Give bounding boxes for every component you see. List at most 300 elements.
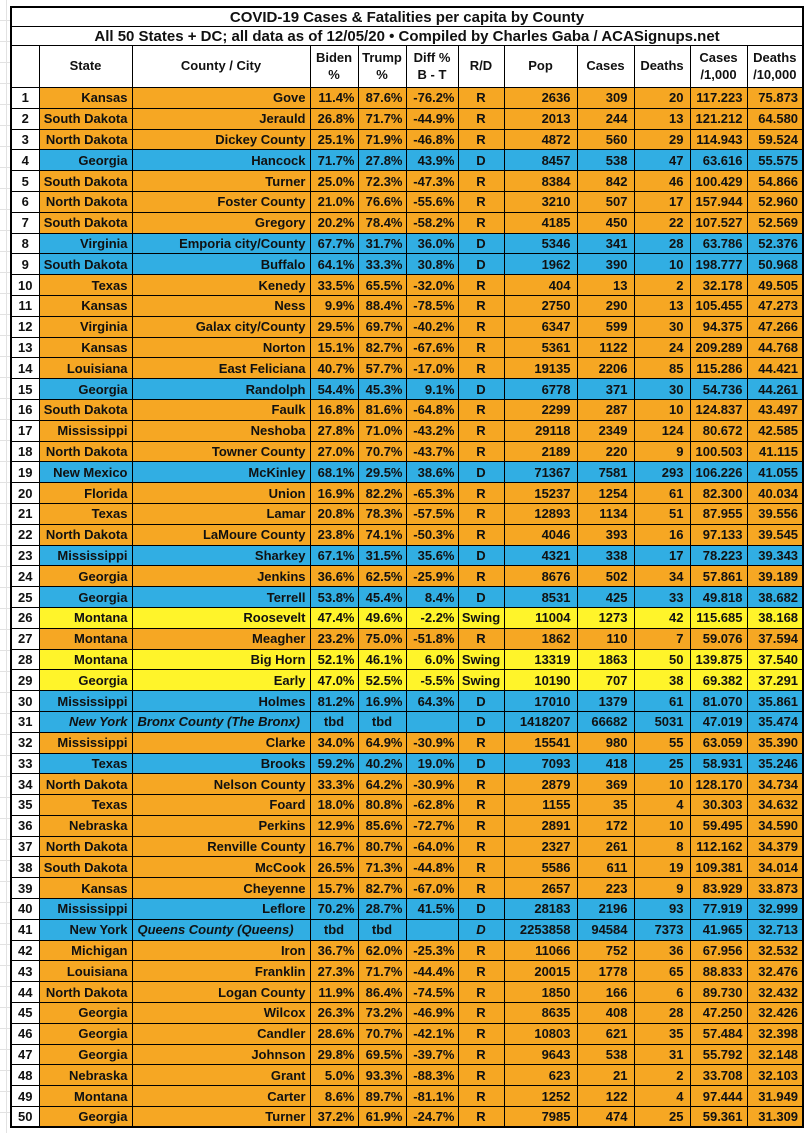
cell-biden-pct: 81.2% [310, 691, 358, 712]
cell-biden-pct: 36.7% [310, 940, 358, 961]
cell-biden-pct: 20.8% [310, 503, 358, 524]
cell-deaths: 5031 [634, 711, 690, 732]
cell-diff-pct: -65.3% [406, 483, 458, 504]
cell-pop: 4185 [504, 212, 577, 233]
cell-deaths: 85 [634, 358, 690, 379]
table-row [11, 1023, 803, 1044]
cell-biden-pct: 8.6% [310, 1086, 358, 1107]
cell-diff-pct: 30.8% [406, 254, 458, 275]
row-number: 32 [11, 732, 39, 753]
table-row [11, 711, 803, 732]
cell-pop: 623 [504, 1065, 577, 1086]
cell-cases-per-1000: 115.286 [690, 358, 747, 379]
cell-deaths-per-10000: 49.505 [747, 275, 803, 296]
cell-rd: R [458, 88, 504, 109]
table-row [11, 836, 803, 857]
table-row [11, 358, 803, 379]
table-row [11, 191, 803, 212]
table-row [11, 774, 803, 795]
cell-deaths: 47 [634, 150, 690, 171]
cell-state: Georgia [39, 670, 132, 691]
cell-diff-pct [406, 711, 458, 732]
cell-biden-pct: 20.2% [310, 212, 358, 233]
cell-deaths-per-10000: 39.343 [747, 545, 803, 566]
cell-deaths: 25 [634, 753, 690, 774]
cell-trump-pct: 78.3% [358, 503, 406, 524]
cell-deaths: 31 [634, 1044, 690, 1065]
cell-biden-pct: 18.0% [310, 795, 358, 816]
cell-trump-pct: 29.5% [358, 462, 406, 483]
cell-trump-pct: 46.1% [358, 649, 406, 670]
cell-cases: 369 [577, 774, 634, 795]
cell-diff-pct: -51.8% [406, 628, 458, 649]
cell-cases: 1379 [577, 691, 634, 712]
cell-cases: 13 [577, 275, 634, 296]
cell-county: Hancock [132, 150, 310, 171]
cell-cases: 502 [577, 566, 634, 587]
cell-cases-per-1000: 54.736 [690, 379, 747, 400]
cell-biden-pct: 21.0% [310, 191, 358, 212]
cell-cases-per-1000: 69.382 [690, 670, 747, 691]
cell-county: LaMoure County [132, 524, 310, 545]
cell-state: North Dakota [39, 129, 132, 150]
cell-rd: D [458, 254, 504, 275]
cell-deaths-per-10000: 39.556 [747, 503, 803, 524]
cell-county: Roosevelt [132, 607, 310, 628]
cell-diff-pct: 6.0% [406, 649, 458, 670]
cell-state: North Dakota [39, 524, 132, 545]
cell-diff-pct: -72.7% [406, 815, 458, 836]
cell-cases: 287 [577, 399, 634, 420]
cell-pop: 17010 [504, 691, 577, 712]
table-row [11, 462, 803, 483]
cell-cases: 707 [577, 670, 634, 691]
row-number: 18 [11, 441, 39, 462]
cell-cases: 474 [577, 1107, 634, 1128]
cell-cases-per-1000: 59.361 [690, 1107, 747, 1128]
cell-pop: 4872 [504, 129, 577, 150]
cell-cases: 21 [577, 1065, 634, 1086]
cell-cases: 538 [577, 1044, 634, 1065]
cell-deaths: 10 [634, 774, 690, 795]
cell-pop: 6778 [504, 379, 577, 400]
cell-county: East Feliciana [132, 358, 310, 379]
cell-biden-pct: 29.8% [310, 1044, 358, 1065]
cell-trump-pct: 31.5% [358, 545, 406, 566]
cell-cases-per-1000: 97.133 [690, 524, 747, 545]
col-header-pop: Pop [504, 46, 577, 88]
cell-state: Georgia [39, 587, 132, 608]
cell-county: Foster County [132, 191, 310, 212]
cell-biden-pct: 52.1% [310, 649, 358, 670]
cell-rd: R [458, 1086, 504, 1107]
row-number: 22 [11, 524, 39, 545]
cell-deaths: 4 [634, 795, 690, 816]
cell-biden-pct: 15.1% [310, 337, 358, 358]
cell-cases-per-1000: 107.527 [690, 212, 747, 233]
cell-county: Neshoba [132, 420, 310, 441]
cell-trump-pct: 86.4% [358, 982, 406, 1003]
cell-pop: 10803 [504, 1023, 577, 1044]
cell-cases-per-1000: 109.381 [690, 857, 747, 878]
table-row [11, 878, 803, 899]
cell-deaths-per-10000: 34.379 [747, 836, 803, 857]
cell-cases: 390 [577, 254, 634, 275]
table-row [11, 129, 803, 150]
cell-state: Montana [39, 607, 132, 628]
cell-pop: 1252 [504, 1086, 577, 1107]
cell-rd: D [458, 150, 504, 171]
cell-rd: D [458, 379, 504, 400]
cell-biden-pct: 15.7% [310, 878, 358, 899]
cell-trump-pct: 57.7% [358, 358, 406, 379]
table-row [11, 628, 803, 649]
cell-diff-pct: -2.2% [406, 607, 458, 628]
cell-pop: 9643 [504, 1044, 577, 1065]
col-header-diff: Diff % B - T [406, 46, 458, 88]
cell-cases-per-1000: 57.484 [690, 1023, 747, 1044]
cell-biden-pct: 26.8% [310, 108, 358, 129]
cell-deaths-per-10000: 31.309 [747, 1107, 803, 1128]
cell-deaths-per-10000: 32.103 [747, 1065, 803, 1086]
row-number: 15 [11, 379, 39, 400]
cell-biden-pct: 11.4% [310, 88, 358, 109]
cell-pop: 2253858 [504, 919, 577, 940]
cell-trump-pct: 85.6% [358, 815, 406, 836]
cell-cases-per-1000: 32.178 [690, 275, 747, 296]
cell-diff-pct: 9.1% [406, 379, 458, 400]
cell-diff-pct: 35.6% [406, 545, 458, 566]
cell-trump-pct: 52.5% [358, 670, 406, 691]
row-number: 11 [11, 295, 39, 316]
cell-cases: 2196 [577, 899, 634, 920]
cell-rd: R [458, 191, 504, 212]
table-body [11, 88, 803, 1128]
cell-biden-pct: 47.4% [310, 607, 358, 628]
cell-cases: 393 [577, 524, 634, 545]
cell-cases: 122 [577, 1086, 634, 1107]
col-header-trump: Trump % [358, 46, 406, 88]
cell-cases: 261 [577, 836, 634, 857]
cell-rd: R [458, 940, 504, 961]
cell-cases-per-1000: 100.503 [690, 441, 747, 462]
cell-deaths: 51 [634, 503, 690, 524]
cell-cases-per-1000: 209.289 [690, 337, 747, 358]
cell-cases: 621 [577, 1023, 634, 1044]
cell-deaths: 10 [634, 254, 690, 275]
cell-cases-per-1000: 30.303 [690, 795, 747, 816]
cell-deaths: 35 [634, 1023, 690, 1044]
covid-county-table [10, 6, 804, 1128]
cell-state: Nebraska [39, 1065, 132, 1086]
cell-rd: R [458, 982, 504, 1003]
cell-rd: D [458, 233, 504, 254]
cell-cases-per-1000: 117.223 [690, 88, 747, 109]
cell-biden-pct: 47.0% [310, 670, 358, 691]
cell-pop: 2636 [504, 88, 577, 109]
cell-deaths-per-10000: 35.861 [747, 691, 803, 712]
row-number: 20 [11, 483, 39, 504]
cell-cases: 980 [577, 732, 634, 753]
cell-trump-pct: 33.3% [358, 254, 406, 275]
cell-biden-pct: 16.7% [310, 836, 358, 857]
cell-cases-per-1000: 33.708 [690, 1065, 747, 1086]
cell-cases: 290 [577, 295, 634, 316]
cell-trump-pct: 87.6% [358, 88, 406, 109]
cell-biden-pct: 11.9% [310, 982, 358, 1003]
cell-cases: 338 [577, 545, 634, 566]
cell-deaths: 4 [634, 1086, 690, 1107]
col-header-deaths-per-10000: Deaths /10,000 [747, 46, 803, 88]
cell-diff-pct: -30.9% [406, 732, 458, 753]
table-row [11, 691, 803, 712]
cell-trump-pct: 64.2% [358, 774, 406, 795]
cell-deaths: 29 [634, 129, 690, 150]
cell-pop: 5361 [504, 337, 577, 358]
cell-diff-pct: 38.6% [406, 462, 458, 483]
cell-biden-pct: 70.2% [310, 899, 358, 920]
cell-county: Bronx County (The Bronx) [132, 711, 310, 732]
cell-cases-per-1000: 78.223 [690, 545, 747, 566]
cell-pop: 2299 [504, 399, 577, 420]
cell-county: Emporia city/County [132, 233, 310, 254]
cell-cases-per-1000: 55.792 [690, 1044, 747, 1065]
cell-diff-pct: -81.1% [406, 1086, 458, 1107]
cell-cases: 1122 [577, 337, 634, 358]
cell-cases-per-1000: 128.170 [690, 774, 747, 795]
cell-cases-per-1000: 106.226 [690, 462, 747, 483]
cell-pop: 404 [504, 275, 577, 296]
title-row [11, 7, 803, 27]
cell-deaths-per-10000: 38.682 [747, 587, 803, 608]
cell-diff-pct: -47.3% [406, 171, 458, 192]
cell-deaths: 25 [634, 1107, 690, 1128]
table-row [11, 670, 803, 691]
cell-cases-per-1000: 139.875 [690, 649, 747, 670]
cell-diff-pct: -43.2% [406, 420, 458, 441]
table-row [11, 337, 803, 358]
cell-trump-pct: 45.3% [358, 379, 406, 400]
cell-diff-pct: -58.2% [406, 212, 458, 233]
cell-diff-pct: -57.5% [406, 503, 458, 524]
row-number: 2 [11, 108, 39, 129]
cell-pop: 3210 [504, 191, 577, 212]
cell-rd: R [458, 1065, 504, 1086]
row-number: 36 [11, 815, 39, 836]
cell-state: Louisiana [39, 961, 132, 982]
cell-state: South Dakota [39, 171, 132, 192]
cell-state: South Dakota [39, 857, 132, 878]
row-number: 31 [11, 711, 39, 732]
table-row [11, 815, 803, 836]
cell-state: South Dakota [39, 108, 132, 129]
cell-diff-pct: -67.0% [406, 878, 458, 899]
table-row [11, 254, 803, 275]
row-number: 14 [11, 358, 39, 379]
cell-diff-pct: -67.6% [406, 337, 458, 358]
cell-cases: 611 [577, 857, 634, 878]
cell-deaths: 124 [634, 420, 690, 441]
cell-rd: R [458, 961, 504, 982]
cell-county: Iron [132, 940, 310, 961]
row-number: 1 [11, 88, 39, 109]
cell-biden-pct: 34.0% [310, 732, 358, 753]
cell-pop: 7093 [504, 753, 577, 774]
cell-deaths-per-10000: 40.034 [747, 483, 803, 504]
cell-pop: 2327 [504, 836, 577, 857]
cell-cases-per-1000: 112.162 [690, 836, 747, 857]
cell-trump-pct: 89.7% [358, 1086, 406, 1107]
cell-pop: 1862 [504, 628, 577, 649]
cell-pop: 8635 [504, 1003, 577, 1024]
cell-rd: R [458, 483, 504, 504]
cell-deaths: 17 [634, 545, 690, 566]
cell-cases: 371 [577, 379, 634, 400]
cell-biden-pct: 25.0% [310, 171, 358, 192]
col-header-deaths: Deaths [634, 46, 690, 88]
cell-deaths: 8 [634, 836, 690, 857]
table-row [11, 316, 803, 337]
cell-biden-pct: 27.8% [310, 420, 358, 441]
cell-trump-pct: 88.4% [358, 295, 406, 316]
cell-deaths: 50 [634, 649, 690, 670]
cell-rd: R [458, 878, 504, 899]
cell-deaths-per-10000: 32.432 [747, 982, 803, 1003]
cell-pop: 1418207 [504, 711, 577, 732]
cell-county: Holmes [132, 691, 310, 712]
cell-rd: Swing [458, 670, 504, 691]
table-row [11, 1107, 803, 1128]
cell-cases: 1778 [577, 961, 634, 982]
cell-cases: 341 [577, 233, 634, 254]
cell-biden-pct: 40.7% [310, 358, 358, 379]
cell-trump-pct: 80.8% [358, 795, 406, 816]
cell-deaths: 55 [634, 732, 690, 753]
cell-deaths-per-10000: 41.115 [747, 441, 803, 462]
cell-deaths: 7373 [634, 919, 690, 940]
cell-rd: R [458, 441, 504, 462]
cell-biden-pct: 33.5% [310, 275, 358, 296]
cell-diff-pct: 8.4% [406, 587, 458, 608]
cell-pop: 12893 [504, 503, 577, 524]
cell-state: Georgia [39, 1003, 132, 1024]
cell-rd: D [458, 711, 504, 732]
cell-deaths-per-10000: 50.968 [747, 254, 803, 275]
cell-rd: R [458, 503, 504, 524]
cell-deaths: 34 [634, 566, 690, 587]
cell-cases-per-1000: 198.777 [690, 254, 747, 275]
table-row [11, 649, 803, 670]
cell-county: Grant [132, 1065, 310, 1086]
cell-rd: Swing [458, 607, 504, 628]
cell-diff-pct: -44.8% [406, 857, 458, 878]
cell-diff-pct: -50.3% [406, 524, 458, 545]
table-row [11, 940, 803, 961]
cell-county: Towner County [132, 441, 310, 462]
cell-county: Logan County [132, 982, 310, 1003]
cell-state: South Dakota [39, 399, 132, 420]
row-number: 48 [11, 1065, 39, 1086]
cell-deaths-per-10000: 44.768 [747, 337, 803, 358]
cell-cases-per-1000: 47.250 [690, 1003, 747, 1024]
cell-rd: R [458, 275, 504, 296]
table-row [11, 587, 803, 608]
cell-diff-pct: -40.2% [406, 316, 458, 337]
cell-trump-pct: 80.7% [358, 836, 406, 857]
cell-rd: R [458, 337, 504, 358]
cell-deaths: 13 [634, 295, 690, 316]
row-number: 16 [11, 399, 39, 420]
cell-cases-per-1000: 94.375 [690, 316, 747, 337]
cell-diff-pct: -46.9% [406, 1003, 458, 1024]
cell-deaths-per-10000: 64.580 [747, 108, 803, 129]
cell-biden-pct: 16.8% [310, 399, 358, 420]
cell-pop: 4046 [504, 524, 577, 545]
cell-rd: D [458, 587, 504, 608]
cell-cases-per-1000: 41.965 [690, 919, 747, 940]
cell-cases-per-1000: 77.919 [690, 899, 747, 920]
cell-deaths-per-10000: 37.594 [747, 628, 803, 649]
cell-rd: R [458, 732, 504, 753]
row-number: 13 [11, 337, 39, 358]
cell-state: Texas [39, 503, 132, 524]
cell-biden-pct: 27.3% [310, 961, 358, 982]
cell-diff-pct: -78.5% [406, 295, 458, 316]
cell-state: New Mexico [39, 462, 132, 483]
page-title: COVID-19 Cases & Fatalities per capita by County [11, 7, 803, 27]
cell-county: Lamar [132, 503, 310, 524]
table-row [11, 88, 803, 109]
cell-deaths: 20 [634, 88, 690, 109]
cell-cases-per-1000: 82.300 [690, 483, 747, 504]
table-row [11, 566, 803, 587]
cell-rd: R [458, 774, 504, 795]
cell-cases-per-1000: 114.943 [690, 129, 747, 150]
col-header-rd: R/D [458, 46, 504, 88]
row-number: 24 [11, 566, 39, 587]
cell-county: Gove [132, 88, 310, 109]
row-number: 4 [11, 150, 39, 171]
cell-pop: 1962 [504, 254, 577, 275]
cell-state: Mississippi [39, 899, 132, 920]
cell-pop: 5586 [504, 857, 577, 878]
col-header-corner [11, 46, 39, 88]
cell-state: Mississippi [39, 691, 132, 712]
cell-county: Galax city/County [132, 316, 310, 337]
cell-county: Jenkins [132, 566, 310, 587]
cell-biden-pct: 59.2% [310, 753, 358, 774]
cell-trump-pct: 49.6% [358, 607, 406, 628]
row-number: 41 [11, 919, 39, 940]
cell-deaths: 30 [634, 379, 690, 400]
table-row [11, 607, 803, 628]
cell-trump-pct: 82.7% [358, 337, 406, 358]
cell-diff-pct: -32.0% [406, 275, 458, 296]
cell-cases: 560 [577, 129, 634, 150]
cell-deaths: 10 [634, 399, 690, 420]
cell-deaths-per-10000: 32.999 [747, 899, 803, 920]
cell-deaths-per-10000: 35.390 [747, 732, 803, 753]
cell-county: Candler [132, 1023, 310, 1044]
cell-state: Virginia [39, 316, 132, 337]
cell-county: Leflore [132, 899, 310, 920]
cell-county: Meagher [132, 628, 310, 649]
cell-state: Virginia [39, 233, 132, 254]
cell-pop: 2013 [504, 108, 577, 129]
row-number: 43 [11, 961, 39, 982]
cell-county: Union [132, 483, 310, 504]
cell-county: Clarke [132, 732, 310, 753]
